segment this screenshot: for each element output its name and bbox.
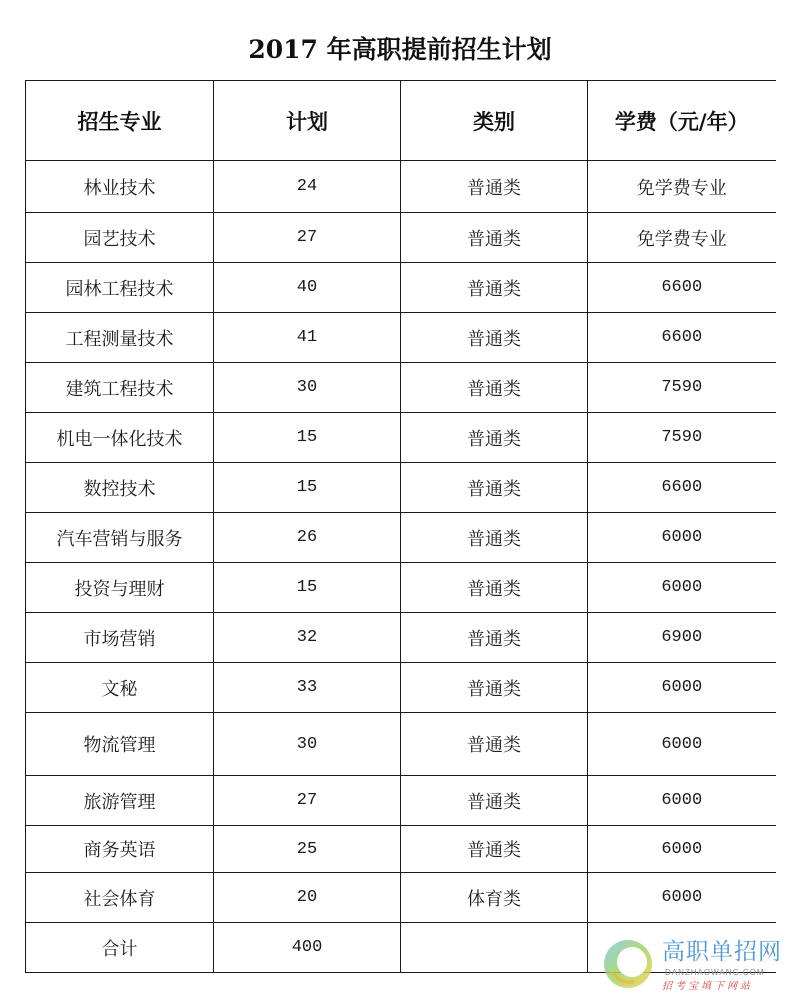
cell-tuition: 6600 xyxy=(588,263,776,313)
cell-category: 普通类 xyxy=(401,263,588,313)
table-row xyxy=(26,313,776,363)
cell-plan: 41 xyxy=(214,313,401,363)
site-watermark xyxy=(598,934,794,996)
cell-tuition: 6600 xyxy=(588,313,776,363)
cell-tuition: 7590 xyxy=(588,363,776,413)
cell-major: 旅游管理 xyxy=(26,776,214,826)
table-row xyxy=(26,826,776,873)
cell-plan: 40 xyxy=(214,263,401,313)
cell-plan: 27 xyxy=(214,776,401,826)
cell-major: 建筑工程技术 xyxy=(26,363,214,413)
cell-category: 普通类 xyxy=(401,776,588,826)
table-row xyxy=(26,463,776,513)
cell-tuition: 6000 xyxy=(588,563,776,613)
site-logo-icon xyxy=(602,938,654,990)
table-row xyxy=(26,413,776,463)
cell-plan: 400 xyxy=(214,923,401,973)
cell-tuition: 6000 xyxy=(588,663,776,713)
cell-tuition: 免学费专业 xyxy=(588,213,776,263)
page-title: 2017 年高职提前招生计划 xyxy=(248,35,552,64)
cell-category: 普通类 xyxy=(401,563,588,613)
header-plan: 计划 xyxy=(214,81,401,161)
cell-category: 普通类 xyxy=(401,713,588,776)
cell-major: 社会体育 xyxy=(26,873,214,923)
cell-plan: 15 xyxy=(214,413,401,463)
table-row xyxy=(26,713,776,776)
cell-category: 普通类 xyxy=(401,826,588,873)
watermark-tagline: 招考宝填下网站 xyxy=(662,981,753,992)
cell-major: 商务英语 xyxy=(26,826,214,873)
table-row xyxy=(26,873,776,923)
cell-tuition: 7590 xyxy=(588,413,776,463)
cell-major: 投资与理财 xyxy=(26,563,214,613)
cell-tuition: 6000 xyxy=(588,826,776,873)
cell-major: 林业技术 xyxy=(26,161,214,213)
header-tuition: 学费（元/年） xyxy=(588,81,776,161)
cell-plan: 26 xyxy=(214,513,401,563)
cell-plan: 30 xyxy=(214,363,401,413)
cell-plan: 25 xyxy=(214,826,401,873)
table-row xyxy=(26,513,776,563)
watermark-site-name: 高职单招网 xyxy=(662,939,782,965)
cell-major: 数控技术 xyxy=(26,463,214,513)
table-row xyxy=(26,263,776,313)
cell-major: 物流管理 xyxy=(26,713,214,776)
table-row xyxy=(26,213,776,263)
cell-plan: 15 xyxy=(214,463,401,513)
header-major: 招生专业 xyxy=(26,81,214,161)
cell-tuition: 6000 xyxy=(588,873,776,923)
cell-plan: 27 xyxy=(214,213,401,263)
cell-tuition: 6000 xyxy=(588,513,776,563)
table-header-row xyxy=(26,81,776,161)
cell-tuition: 6600 xyxy=(588,463,776,513)
cell-major: 市场营销 xyxy=(26,613,214,663)
cell-plan: 15 xyxy=(214,563,401,613)
cell-category: 普通类 xyxy=(401,213,588,263)
cell-category: 普通类 xyxy=(401,313,588,363)
cell-major: 机电一体化技术 xyxy=(26,413,214,463)
cell-category: 普通类 xyxy=(401,613,588,663)
cell-category: 普通类 xyxy=(401,363,588,413)
cell-plan: 20 xyxy=(214,873,401,923)
cell-category: 普通类 xyxy=(401,413,588,463)
cell-major: 园林工程技术 xyxy=(26,263,214,313)
cell-plan: 33 xyxy=(214,663,401,713)
cell-plan: 24 xyxy=(214,161,401,213)
cell-plan: 32 xyxy=(214,613,401,663)
cell-category: 普通类 xyxy=(401,513,588,563)
cell-major: 园艺技术 xyxy=(26,213,214,263)
table-body xyxy=(26,161,776,973)
cell-category: 体育类 xyxy=(401,873,588,923)
table-row xyxy=(26,161,776,213)
cell-category: 普通类 xyxy=(401,463,588,513)
cell-category: 普通类 xyxy=(401,663,588,713)
table-row xyxy=(26,663,776,713)
table-row xyxy=(26,776,776,826)
table-row xyxy=(26,363,776,413)
cell-major: 文秘 xyxy=(26,663,214,713)
cell-plan: 30 xyxy=(214,713,401,776)
cell-tuition: 6900 xyxy=(588,613,776,663)
cell-tuition: 6000 xyxy=(588,713,776,776)
cell-category: 普通类 xyxy=(401,161,588,213)
table-row xyxy=(26,613,776,663)
enrollment-plan-table xyxy=(25,80,776,973)
cell-tuition: 免学费专业 xyxy=(588,161,776,213)
table-row xyxy=(26,563,776,613)
cell-major: 汽车营销与服务 xyxy=(26,513,214,563)
cell-category xyxy=(401,923,588,973)
cell-major: 工程测量技术 xyxy=(26,313,214,363)
watermark-domain: DANZHAOWANG.COM xyxy=(665,968,765,977)
header-category: 类别 xyxy=(401,81,588,161)
cell-major: 合计 xyxy=(26,923,214,973)
cell-tuition: 6000 xyxy=(588,776,776,826)
